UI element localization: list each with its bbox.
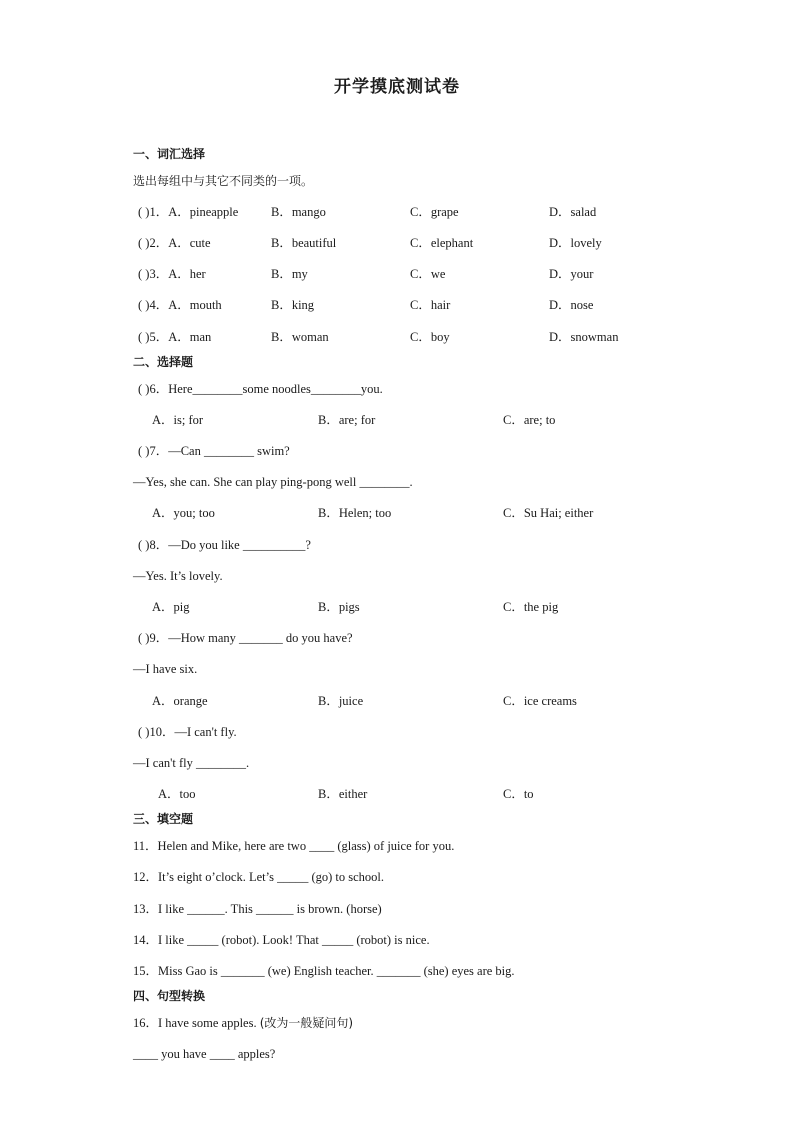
q1-option-c: C．grape	[410, 205, 459, 219]
q2-option-c: C．elephant	[410, 236, 474, 250]
q7-option-a: A．you; too	[152, 506, 215, 520]
q7-line2: —Yes, she can. She can play ping-pong well ________.	[133, 475, 413, 489]
q3-option-c: C．we	[410, 267, 446, 281]
q6-stem: ( )6．Here________some noodles________you.	[138, 382, 383, 396]
q4-option-b: B．king	[271, 298, 315, 312]
q8-stem: ( )8．—Do you like __________?	[138, 538, 311, 552]
section-4-heading: 四、句型转换	[133, 989, 206, 1003]
q16-answer-line: ____ you have ____ apples?	[133, 1047, 276, 1061]
q10-option-b: B．either	[318, 787, 368, 801]
q8-option-a: A．pig	[152, 600, 190, 614]
q6-option-b: B．are; for	[318, 413, 376, 427]
q3-stem: ( )3．A．her	[138, 267, 206, 281]
q6-option-a: A．is; for	[152, 413, 204, 427]
q9-line2: —I have six.	[133, 662, 198, 676]
q5-stem: ( )5．A．man	[138, 330, 212, 344]
q3-option-b: B．my	[271, 267, 308, 281]
q5-option-b: B．woman	[271, 330, 329, 344]
q10-stem: ( )10．—I can't fly.	[138, 725, 237, 739]
q2-stem: ( )2．A．cute	[138, 236, 211, 250]
q15-line: 15．Miss Gao is _______ (we) English teacher. _______ (she) eyes are big.	[133, 964, 515, 978]
q10-option-a: A．too	[158, 787, 196, 801]
q16-instruction: (改为一般疑问句)	[259, 1016, 354, 1030]
q1-option-b: B．mango	[271, 205, 326, 219]
section-3-heading: 三、填空题	[133, 812, 194, 826]
section-2-heading: 二、选择题	[133, 355, 194, 369]
q5-option-d: D．snowman	[549, 330, 619, 344]
q4-option-d: D．nose	[549, 298, 594, 312]
q9-option-a: A．orange	[152, 694, 208, 708]
q3-option-d: D．your	[549, 267, 594, 281]
q11-line: 11．Helen and Mike, here are two ____ (glass) of juice for you.	[133, 839, 455, 853]
q2-option-d: D．lovely	[549, 236, 602, 250]
q7-option-c: C．Su Hai; either	[503, 506, 594, 520]
q8-line2: —Yes. It’s lovely.	[133, 569, 223, 583]
q10-option-c: C．to	[503, 787, 534, 801]
q4-stem: ( )4．A．mouth	[138, 298, 222, 312]
q8-option-c: C．the pig	[503, 600, 559, 614]
q2-option-b: B．beautiful	[271, 236, 337, 250]
section-1-heading: 一、词汇选择	[133, 147, 206, 161]
section-1-instruction: 选出每组中与其它不同类的一项。	[133, 174, 314, 188]
q12-line: 12．It’s eight o’clock. Let’s _____ (go) to school.	[133, 870, 385, 884]
q16-sentence: 16．I have some apples.	[133, 1016, 260, 1030]
q9-stem: ( )9．—How many _______ do you have?	[138, 631, 353, 645]
q10-line2: —I can't fly ________.	[133, 756, 250, 770]
q5-option-c: C．boy	[410, 330, 450, 344]
q14-line: 14．I like _____ (robot). Look! That _____ (robot) is nice.	[133, 933, 430, 947]
page-title: 开学摸底测试卷	[334, 77, 460, 97]
q4-option-c: C．hair	[410, 298, 451, 312]
q8-option-b: B．pigs	[318, 600, 360, 614]
q16-line	[133, 1015, 353, 1031]
q9-option-b: B．juice	[318, 694, 364, 708]
q6-option-c: C．are; to	[503, 413, 556, 427]
q7-stem: ( )7．—Can ________ swim?	[138, 444, 290, 458]
q13-line: 13．I like ______. This ______ is brown. (horse)	[133, 902, 382, 916]
q1-option-d: D．salad	[549, 205, 597, 219]
q7-option-b: B．Helen; too	[318, 506, 392, 520]
q1-stem: ( )1．A．pineapple	[138, 205, 239, 219]
q9-option-c: C．ice creams	[503, 694, 577, 708]
